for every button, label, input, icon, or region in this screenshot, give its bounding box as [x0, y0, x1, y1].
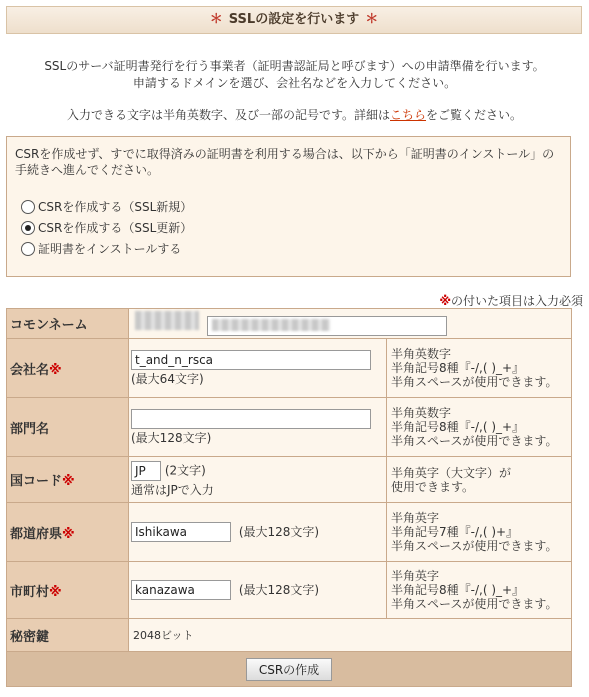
required-mark: ※: [49, 362, 62, 378]
radio-option-install[interactable]: [21, 240, 181, 257]
table-row: [7, 309, 572, 339]
radio-option-new[interactable]: [21, 198, 192, 215]
private-key-label: 秘密鍵: [7, 619, 129, 652]
required-mark: ※: [62, 474, 75, 489]
company-note: 半角英数字 半角記号8種『-/,( )_+』 半角スペースが使用できます。: [387, 339, 572, 398]
city-note: 半角英字 半角記号8種『-/,( )_+』 半角スペースが使用できます。: [387, 562, 572, 619]
company-limit: (最大64文字): [131, 371, 204, 386]
city-limit: (最大128文字): [238, 582, 320, 597]
department-input[interactable]: [131, 409, 371, 429]
radio-button[interactable]: [21, 242, 35, 256]
radio-label: CSRを作成する（SSL新規）: [38, 200, 193, 214]
country-input[interactable]: JP: [131, 461, 161, 481]
prefecture-input[interactable]: Ishikawa: [131, 522, 231, 542]
prefecture-note: 半角英字 半角記号7種『-/,( )+』 半角スペースが使用できます。: [387, 503, 572, 562]
radio-button[interactable]: [21, 221, 35, 235]
csr-form-table: [6, 308, 572, 687]
intro-line-3: [0, 106, 589, 123]
common-name-label: コモンネーム: [7, 309, 129, 339]
radio-option-renew[interactable]: [21, 219, 192, 236]
private-key-value: 2048ビット: [129, 619, 572, 652]
required-mark: ※: [49, 584, 62, 600]
required-note-text: の付いた項目は入力必須: [450, 294, 583, 308]
radio-button[interactable]: [21, 200, 35, 214]
company-input[interactable]: t_and_n_rsca: [131, 350, 371, 370]
intro-text: [0, 58, 589, 92]
required-mark: ※: [439, 294, 451, 308]
country-cell: [129, 457, 387, 503]
department-label: 部門名: [7, 398, 129, 457]
company-label: 会社名※: [7, 339, 129, 398]
radio-label: 証明書をインストールする: [38, 242, 182, 256]
create-csr-button[interactable]: CSRの作成: [246, 658, 332, 681]
radio-label: CSRを作成する（SSL更新）: [38, 221, 193, 235]
page-title-bar: [6, 6, 582, 34]
department-limit: (最大128文字): [131, 430, 212, 445]
city-input[interactable]: kanazawa: [131, 580, 231, 600]
prefecture-limit: (最大128文字): [238, 524, 320, 539]
star-icon: ＊: [365, 12, 379, 27]
department-cell: [129, 398, 387, 457]
city-cell: [129, 562, 387, 619]
required-note: [439, 292, 583, 309]
intro-line-3-after: をご覧ください。: [426, 108, 523, 122]
table-row: [7, 503, 572, 562]
department-note: 半角英数字 半角記号8種『-/,( )_+』 半角スペースが使用できます。: [387, 398, 572, 457]
table-row: [7, 652, 572, 687]
intro-line-2: 申請するドメインを選び、会社名などを入力してください。: [132, 76, 457, 90]
country-note: 半角英字（大文字）が 使用できます。: [387, 457, 572, 503]
country-limit: (2文字): [164, 463, 206, 478]
prefecture-label: 都道府県※: [7, 503, 129, 562]
required-mark: ※: [62, 526, 75, 542]
details-link[interactable]: こちら: [390, 108, 427, 122]
table-row: [7, 398, 572, 457]
table-row: [7, 339, 572, 398]
star-icon: ＊: [209, 12, 223, 27]
company-cell: [129, 339, 387, 398]
intro-line-3-before: 入力できる文字は半角英数字、及び一部の記号です。詳細は: [66, 108, 390, 122]
city-label: 市町村※: [7, 562, 129, 619]
common-name-input[interactable]: [207, 316, 447, 336]
mode-selection-panel: [6, 136, 571, 277]
country-hint: 通常はJPで入力: [131, 483, 214, 497]
prefecture-cell: [129, 503, 387, 562]
page-title: SSLの設定を行います: [228, 12, 360, 27]
table-row: [7, 562, 572, 619]
domain-select[interactable]: [135, 311, 199, 330]
submit-bar: [7, 652, 572, 687]
intro-line-1: SSLのサーバ証明書発行を行う事業者（証明書認証局と呼びます）への申請準備を行います。: [44, 59, 545, 73]
country-label: 国コード※: [7, 457, 129, 503]
mode-note: CSRを作成せず、すでに取得済みの証明書を利用する場合は、以下から「証明書のインストール」の手続きへ進んでください。: [15, 147, 555, 177]
common-name-cell: [129, 309, 572, 339]
table-row: [7, 457, 572, 503]
table-row: [7, 619, 572, 652]
